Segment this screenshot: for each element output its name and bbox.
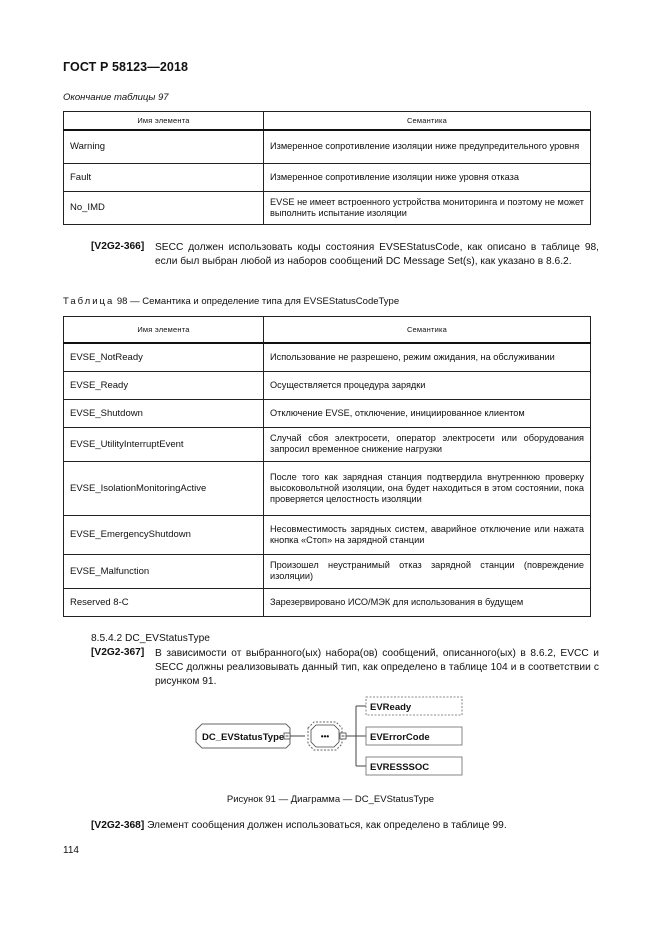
document-header: ГОСТ Р 58123—2018 bbox=[63, 60, 189, 74]
table-97 bbox=[63, 111, 591, 225]
requirement-text: В зависимости от выбранного(ых) набора(ов) сообщений, описанного(ых) в 8.6.2, EVCC и SECC должны реализовывать данный тип, как определено в таблице 104 и в соответствии с рисунком 91. bbox=[155, 648, 599, 687]
requirement-368 bbox=[91, 819, 599, 833]
semantics-cell: Зарезервировано ИСО/МЭК для использования в будущем bbox=[264, 588, 591, 616]
root-element-label: DC_EVStatusType bbox=[202, 732, 285, 743]
table-caption-text: 98 — Семантика и определение типа для EVSEStatusCodeType bbox=[116, 296, 400, 307]
semantics-cell: Измеренное сопротивление изоляции ниже предупредительного уровня bbox=[264, 130, 591, 163]
semantics-cell: Несовместимость зарядных систем, аварийное отключение или нажата кнопка «Стоп» на зарядной станции bbox=[264, 515, 591, 554]
column-header-semantics: Семантика bbox=[264, 112, 591, 131]
table-continuation-caption: Окончание таблицы 97 bbox=[63, 92, 169, 103]
requirement-id: [V2G2-366] bbox=[91, 241, 145, 252]
section-heading: 8.5.4.2 DC_EVStatusType bbox=[91, 633, 210, 644]
table-caption-word: Таблица bbox=[63, 296, 115, 307]
element-name-cell: EVSE_Malfunction bbox=[64, 554, 264, 588]
element-name-cell: EVSE_NotReady bbox=[64, 343, 264, 371]
element-name-cell: Warning bbox=[64, 130, 264, 163]
requirement-text: SECC должен использовать коды состояния EVSEStatusCode, как описано в таблице 98, если был выбран любой из наборов сообщений DC Message Set(s), как указано в 8.6.2. bbox=[155, 242, 599, 267]
child-element-label: EVReady bbox=[370, 702, 412, 713]
column-header-semantics: Семантика bbox=[264, 317, 591, 344]
page-number: 114 bbox=[63, 845, 79, 856]
requirement-id: [V2G2-368] bbox=[91, 820, 145, 831]
semantics-cell: Произошел неустранимый отказ зарядной станции (повреждение изоляции) bbox=[264, 554, 591, 588]
requirement-id: [V2G2-367] bbox=[91, 647, 145, 658]
column-header-name: Имя элемента bbox=[64, 317, 264, 344]
element-name-cell: EVSE_UtilityInterruptEvent bbox=[64, 427, 264, 461]
element-name-cell: EVSE_Shutdown bbox=[64, 399, 264, 427]
semantics-cell: EVSE не имеет встроенного устройства мониторинга и поэтому не может выполнить испытание изоляции bbox=[264, 191, 591, 224]
sequence-symbol: ••• bbox=[320, 732, 330, 741]
column-header-name: Имя элемента bbox=[64, 112, 264, 131]
semantics-cell: После того как зарядная станция подтвердила внутреннюю проверку высоковольтной изоляции, она будет находиться в этом состоянии, пока проверяется целостность изоляции bbox=[264, 461, 591, 515]
semantics-cell: Случай сбоя электросети, оператор электросети или оборудования запросил временное снижение нагрузки bbox=[264, 427, 591, 461]
requirement-text: Элемент сообщения должен использоваться, как определено в таблице 99. bbox=[147, 820, 507, 831]
element-name-cell: No_IMD bbox=[64, 191, 264, 224]
table-98-caption bbox=[63, 296, 399, 307]
semantics-cell: Осуществляется процедура зарядки bbox=[264, 371, 591, 399]
child-element-label: EVRESSSOC bbox=[370, 762, 430, 773]
schema-diagram bbox=[190, 692, 480, 777]
semantics-cell: Использование не разрешено, режим ожидания, на обслуживании bbox=[264, 343, 591, 371]
element-name-cell: EVSE_IsolationMonitoringActive bbox=[64, 461, 264, 515]
semantics-cell: Отключение EVSE, отключение, инициированное клиентом bbox=[264, 399, 591, 427]
element-name-cell: EVSE_EmergencyShutdown bbox=[64, 515, 264, 554]
element-name-cell: EVSE_Ready bbox=[64, 371, 264, 399]
child-element-label: EVErrorCode bbox=[370, 732, 430, 743]
semantics-cell: Измеренное сопротивление изоляции ниже уровня отказа bbox=[264, 163, 591, 191]
figure-caption: Рисунок 91 — Диаграмма — DC_EVStatusType bbox=[226, 794, 435, 805]
element-name-cell: Reserved 8-C bbox=[64, 588, 264, 616]
table-98 bbox=[63, 316, 591, 617]
element-name-cell: Fault bbox=[64, 163, 264, 191]
